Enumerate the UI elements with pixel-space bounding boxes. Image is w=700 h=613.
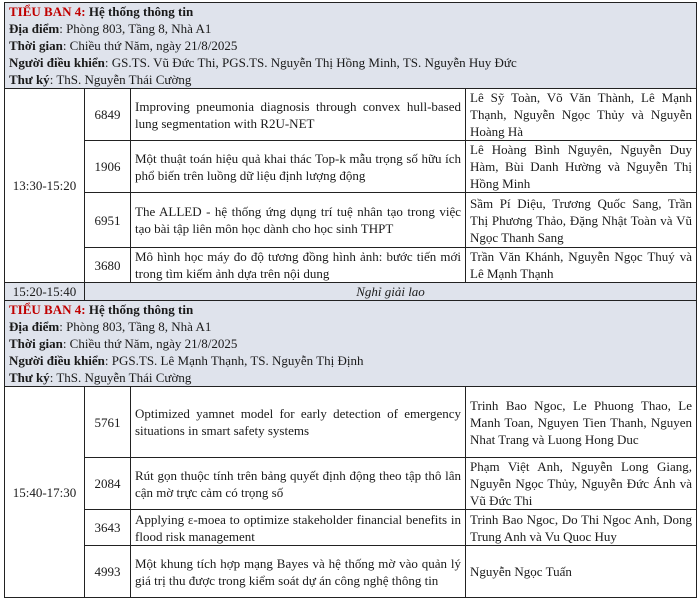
secretary-line	[9, 369, 692, 386]
session-header	[5, 301, 697, 387]
time-label: Thời gian	[9, 336, 63, 351]
paper-row	[5, 89, 697, 141]
paper-row	[5, 387, 697, 458]
paper-id: 2084	[85, 458, 131, 510]
paper-id: 4993	[85, 546, 131, 598]
paper-id: 5761	[85, 387, 131, 458]
paper-row	[5, 193, 697, 248]
paper-title: Một thuật toán hiệu quả khai thác Top-k mẫu trọng số hữu ích phổ biến trên luồng dữ liệu định lượng động	[131, 141, 466, 193]
paper-id: 6849	[85, 89, 131, 141]
schedule-table	[4, 2, 697, 598]
time-label: Thời gian	[9, 38, 63, 53]
session-label: TIỂU BAN 4:	[9, 302, 86, 317]
secretary-value: : ThS. Nguyễn Thái Cường	[49, 72, 192, 87]
paper-id: 3680	[85, 248, 131, 283]
location-value: : Phòng 803, Tầng 8, Nhà A1	[59, 319, 212, 334]
session-name: Hệ thống thông tin	[85, 4, 194, 19]
paper-title: Mô hình học máy đo độ tương đồng hình ảnh: bước tiến mới trong tìm kiếm ảnh dựa trên nội dung	[131, 248, 466, 283]
chairs-label: Người điều khiển	[9, 353, 105, 368]
paper-authors: Trinh Bao Ngoc, Do Thi Ngoc Anh, Dong Trung Anh và Vu Quoc Huy	[466, 510, 697, 546]
session-label: TIỂU BAN 4:	[9, 4, 86, 19]
session-header	[5, 3, 697, 89]
chairs-line	[9, 352, 692, 369]
location-line	[9, 318, 692, 335]
session-header-row	[5, 301, 697, 387]
time-slot: 15:40-17:30	[5, 387, 85, 598]
paper-title: Một khung tích hợp mạng Bayes và hệ thống mờ vào quản lý giá trị thu được trong kiểm soát dự án công nghệ thông tin	[131, 546, 466, 598]
secretary-label: Thư ký	[9, 370, 50, 385]
time-slot: 13:30-15:20	[5, 89, 85, 283]
paper-id: 1906	[85, 141, 131, 193]
paper-title: Rút gọn thuộc tính trên bảng quyết định động theo tập thô lân cận mờ trực cảm có trọng số	[131, 458, 466, 510]
session-header-row	[5, 3, 697, 89]
break-row	[5, 283, 697, 301]
session-title-line	[9, 3, 692, 20]
secretary-line	[9, 71, 692, 88]
paper-authors: Lê Hoàng Bình Nguyên, Nguyễn Duy Hàm, Bùi Danh Hường và Nguyễn Thị Hồng Minh	[466, 141, 697, 193]
paper-row	[5, 141, 697, 193]
chairs-value: : GS.TS. Vũ Đức Thi, PGS.TS. Nguyễn Thị Hồng Minh, TS. Nguyễn Huy Đức	[104, 55, 517, 70]
chairs-value: : PGS.TS. Lê Mạnh Thạnh, TS. Nguyễn Thị Định	[104, 353, 364, 368]
secretary-value: : ThS. Nguyễn Thái Cường	[49, 370, 192, 385]
time-line	[9, 37, 692, 54]
session-name: Hệ thống thông tin	[85, 302, 194, 317]
paper-id: 6951	[85, 193, 131, 248]
location-label: Địa điểm	[9, 319, 60, 334]
chairs-label: Người điều khiển	[9, 55, 105, 70]
paper-row	[5, 510, 697, 546]
paper-row	[5, 546, 697, 598]
location-label: Địa điểm	[9, 21, 60, 36]
time-line	[9, 335, 692, 352]
paper-row	[5, 248, 697, 283]
secretary-label: Thư ký	[9, 72, 50, 87]
time-value: : Chiều thứ Năm, ngày 21/8/2025	[62, 336, 238, 351]
paper-authors: Trinh Bao Ngoc, Le Phuong Thao, Le Manh Toan, Nguyen Tien Thanh, Nguyen Nhat Trang và Luong Hong Duc	[466, 387, 697, 458]
paper-authors: Nguyễn Ngọc Tuấn	[466, 546, 697, 598]
paper-authors: Sầm Pí Diệu, Trương Quốc Sang, Trần Thị Phương Thảo, Đặng Nhật Toàn và Vũ Ngọc Thanh Sang	[466, 193, 697, 248]
paper-title: Improving pneumonia diagnosis through convex hull-based lung segmentation with R2U-NET	[131, 89, 466, 141]
break-time: 15:20-15:40	[5, 283, 85, 301]
paper-authors: Phạm Việt Anh, Nguyễn Long Giang, Nguyễn Ngọc Thủy, Nguyễn Đức Ánh và Vũ Đức Thi	[466, 458, 697, 510]
session-title-line	[9, 301, 692, 318]
location-line	[9, 20, 692, 37]
paper-title: Optimized yamnet model for early detection of emergency situations in smart safety systems	[131, 387, 466, 458]
paper-row	[5, 458, 697, 510]
paper-authors: Lê Sỹ Toàn, Võ Văn Thành, Lê Mạnh Thạnh, Nguyễn Ngọc Thủy và Nguyễn Hoàng Hà	[466, 89, 697, 141]
time-value: : Chiều thứ Năm, ngày 21/8/2025	[62, 38, 238, 53]
paper-authors: Trần Văn Khánh, Nguyễn Ngọc Thuý và Lê Mạnh Thạnh	[466, 248, 697, 283]
chairs-line	[9, 54, 692, 71]
break-label: Nghỉ giải lao	[85, 283, 697, 301]
location-value: : Phòng 803, Tầng 8, Nhà A1	[59, 21, 212, 36]
paper-id: 3643	[85, 510, 131, 546]
paper-title: The ALLED - hệ thống ứng dụng trí tuệ nhân tạo trong việc tạo bài tập liên môn học dành cho học sinh THPT	[131, 193, 466, 248]
paper-title: Applying ε-moea to optimize stakeholder financial benefits in flood risk management	[131, 510, 466, 546]
